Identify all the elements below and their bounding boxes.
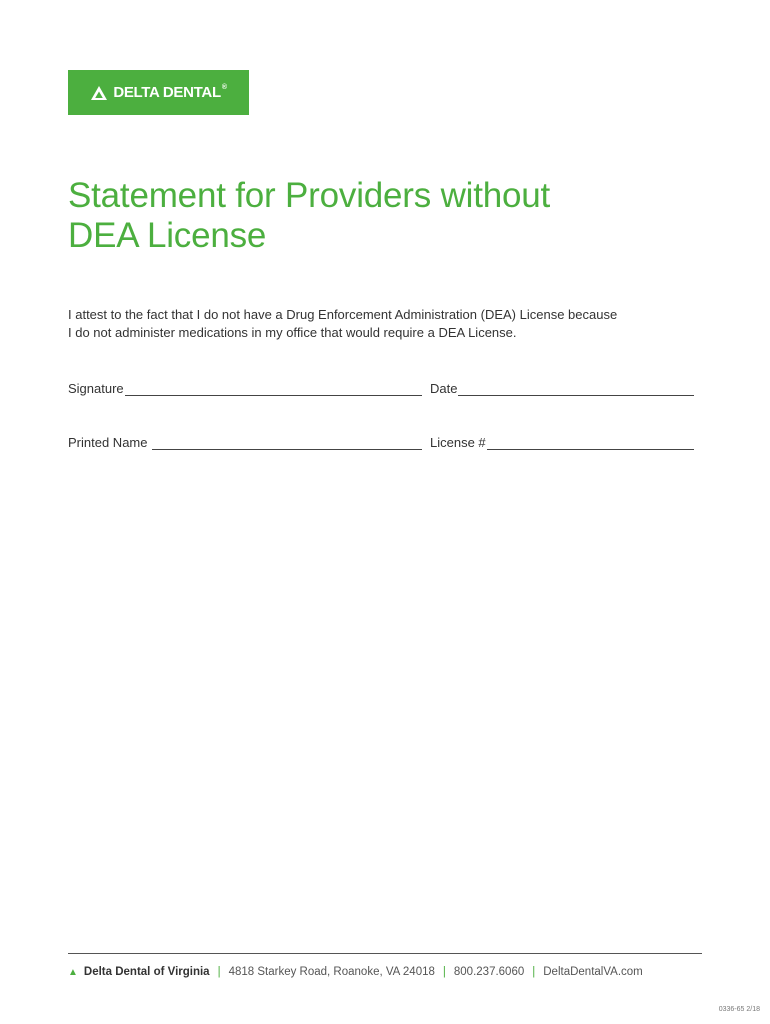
attestation-statement — [68, 306, 708, 342]
license-label: License # — [430, 435, 486, 450]
footer-phone: 800.237.6060 — [453, 966, 525, 978]
page-title — [68, 176, 668, 256]
delta-triangle-icon — [90, 85, 108, 101]
form-code: 0336-65 2/18 — [718, 1006, 760, 1013]
signature-line[interactable] — [125, 383, 422, 396]
printed-name-label: Printed Name — [68, 435, 148, 450]
attestation-line-1: I attest to the fact that I do not have a Drug Enforcement Administration (DEA) License because — [68, 307, 618, 322]
footer — [68, 966, 643, 978]
footer-separator: | — [532, 966, 536, 978]
footer-org: Delta Dental of Virginia — [83, 966, 210, 978]
printed-name-line[interactable] — [152, 437, 422, 450]
triangle-icon: ▲ — [68, 966, 78, 978]
date-field[interactable] — [430, 381, 694, 396]
license-line[interactable] — [487, 437, 694, 450]
logo-inner — [90, 84, 226, 101]
title-line-2: DEA License — [68, 216, 267, 255]
signature-label: Signature — [68, 381, 124, 396]
footer-address: 4818 Starkey Road, Roanoke, VA 24018 — [228, 966, 435, 978]
printed-name-field[interactable] — [68, 435, 422, 450]
footer-divider — [68, 953, 702, 954]
attestation-line-2: I do not administer medications in my office that would require a DEA License. — [68, 325, 517, 340]
footer-separator: | — [217, 966, 221, 978]
license-field[interactable] — [430, 435, 694, 450]
delta-dental-logo — [68, 70, 249, 115]
date-line[interactable] — [458, 383, 694, 396]
footer-website[interactable]: DeltaDentalVA.com — [543, 966, 643, 978]
registered-mark: ® — [221, 84, 227, 91]
signature-field[interactable] — [68, 381, 422, 396]
date-label: Date — [430, 381, 458, 396]
title-line-1: Statement for Providers without — [68, 176, 551, 215]
logo-text: DELTA DENTAL® — [113, 84, 227, 101]
footer-separator: | — [442, 966, 446, 978]
